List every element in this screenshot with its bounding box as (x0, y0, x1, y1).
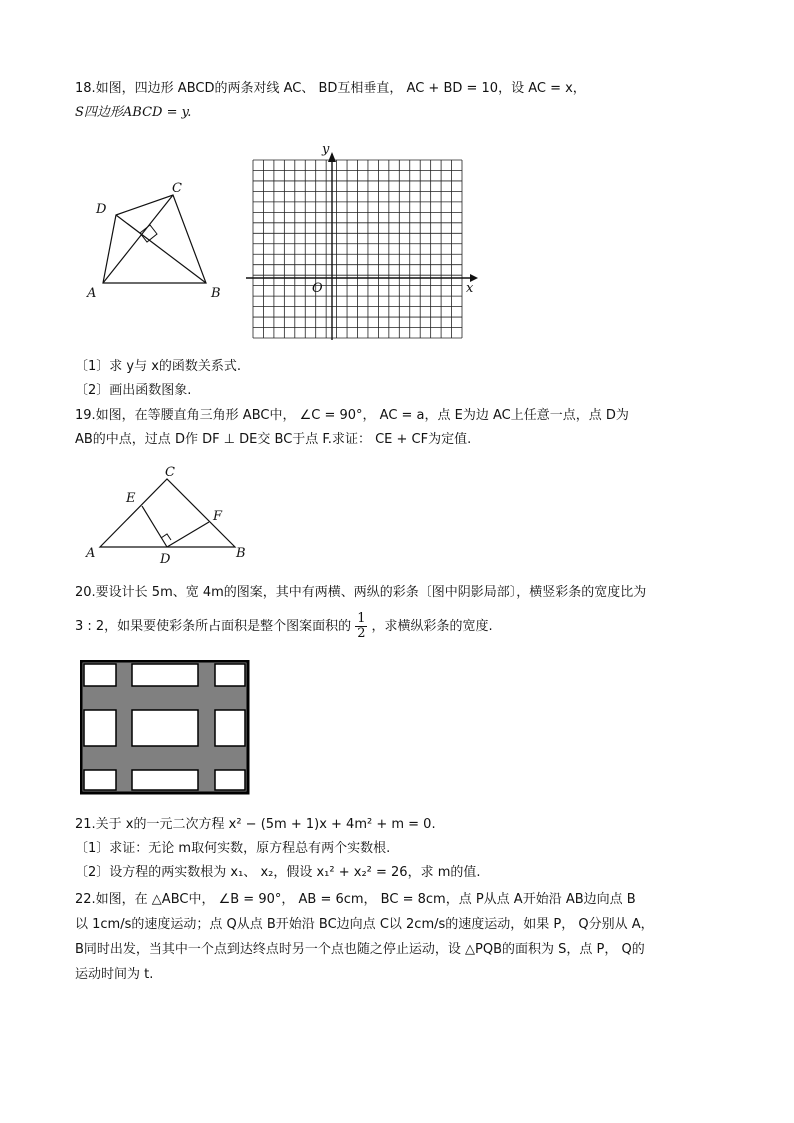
p22-line4: 运动时间为 t. (75, 967, 154, 982)
p21-line1: 21.关于 x的一元二次方程 x² − (5m + 1)x + 4m² + m = 0. (75, 817, 436, 832)
p18-line2: S四边形ABCD = y. (75, 105, 192, 120)
label-B: B (236, 546, 246, 561)
label-C: C (165, 465, 175, 480)
label-B: B (211, 286, 221, 301)
coordinate-grid (240, 140, 480, 345)
fraction-numerator: 1 (357, 611, 366, 626)
one-half-fraction (355, 612, 367, 641)
p20-line2-b: ，求横纵彩条的宽度. (371, 619, 493, 634)
p18-line1: 18.如图，四边形 ABCD的两条对线 AC、 BD互相垂直， AC + BD = 10，设 AC = x， (75, 81, 586, 96)
x-axis-label: x (466, 281, 474, 296)
p22-line3: B同时出发，当其中一个点到达终点时另一个点也随之停止运动，设 △PQB的面积为 S，点 P， Q的 (75, 942, 645, 957)
p19-line1: 19.如图，在等腰直角三角形 ABC中， ∠C = 90°， AC = a，点 E为边 AC上任意一点，点 D为 (75, 408, 629, 423)
origin-label: O (312, 281, 323, 296)
label-E: E (126, 491, 136, 506)
p21-q1: 〔1〕求证：无论 m取何实数，原方程总有两个实数根. (75, 841, 391, 856)
p22-line1: 22.如图，在 △ABC中， ∠B = 90°， AB = 6cm， BC = 8cm，点 P从点 A开始沿 AB边向点 B (75, 892, 636, 907)
label-C: C (172, 181, 182, 196)
label-D: D (96, 202, 107, 217)
p18-q2: 〔2〕画出函数图象. (75, 383, 192, 398)
fraction-denominator: 2 (357, 626, 366, 641)
quadrilateral-figure (80, 172, 230, 304)
p21-q2: 〔2〕设方程的两实数根为 x₁、 x₂，假设 x₁² + x₂² = 26，求 m的值. (75, 865, 481, 880)
triangle-figure (82, 460, 262, 570)
label-A: A (87, 286, 97, 301)
p18-q1: 〔1〕求 y与 x的函数关系式. (75, 359, 242, 374)
label-A: A (86, 546, 96, 561)
y-axis-label: y (322, 142, 330, 157)
p20-line2 (75, 612, 493, 641)
p19-line2: AB的中点，过点 D作 DF ⊥ DE交 BC于点 F.求证： CE + CF为定值. (75, 432, 472, 447)
label-D: D (160, 552, 171, 567)
label-F: F (213, 509, 223, 524)
p20-line2-a: 3 : 2，如果要使彩条所占面积是整个图案面积的 (75, 619, 352, 634)
p22-line2: 以 1cm/s的速度运动；点 Q从点 B开始沿 BC边向点 C以 2cm/s的速度运动，如果 P， Q分别从 A， (75, 917, 654, 932)
stripe-pattern-figure (80, 660, 250, 795)
p20-line1: 20.要设计长 5m、宽 4m的图案，其中有两横、两纵的彩条〔图中阴影局部〕，横竖彩条的宽度比为 (75, 585, 647, 600)
